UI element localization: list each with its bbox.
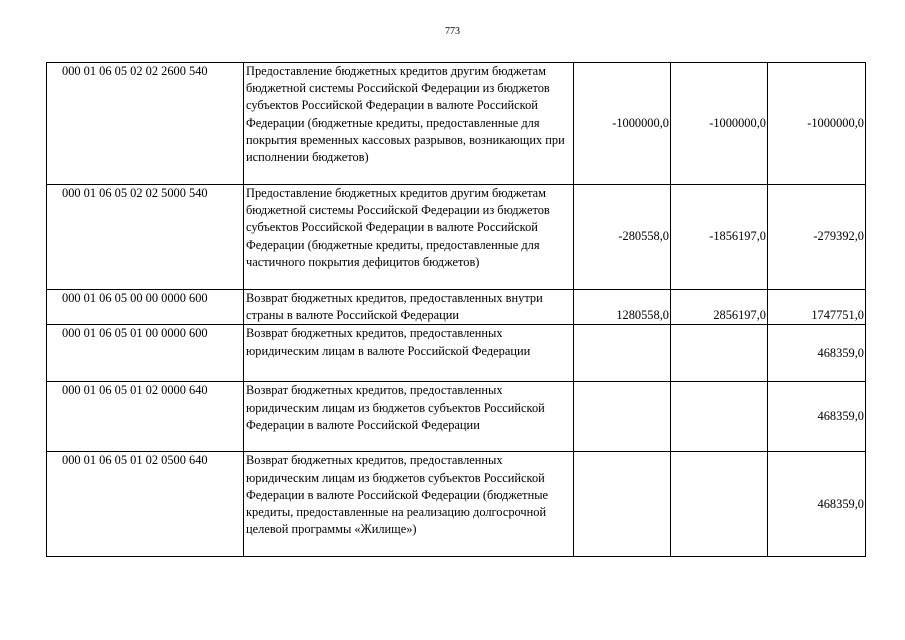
budget-description: Предоставление бюджетных кредитов другим бюджетам бюджетной системы Российской Федерации из бюджетов субъектов Российской Федерации в валюте Российской Федерации (бюджетные кредиты, предоставленные для покрытия временных кассовых разрывов, возникающих при исполнении бюджетов) (244, 63, 574, 185)
table-row (47, 290, 866, 325)
budget-table (46, 62, 866, 557)
table-row (47, 325, 866, 382)
table-row (47, 382, 866, 452)
amount-year-1 (574, 382, 671, 452)
budget-code: 000 01 06 05 01 02 0000 640 (47, 382, 244, 452)
amount-year-2 (671, 452, 768, 557)
budget-code: 000 01 06 05 02 02 2600 540 (47, 63, 244, 185)
table-row (47, 452, 866, 557)
budget-code: 000 01 06 05 02 02 5000 540 (47, 185, 244, 290)
budget-description: Возврат бюджетных кредитов, предоставленных юридическим лицам из бюджетов субъектов Российской Федерации в валюте Российской Федерации (244, 382, 574, 452)
budget-code: 000 01 06 05 01 02 0500 640 (47, 452, 244, 557)
amount-year-3: 468359,0 (768, 325, 866, 382)
page-number: 773 (445, 26, 460, 37)
amount-year-1: 1280558,0 (574, 290, 671, 325)
amount-year-2: -1856197,0 (671, 185, 768, 290)
amount-year-3: 468359,0 (768, 452, 866, 557)
budget-description: Возврат бюджетных кредитов, предоставленных юридическим лицам в валюте Российской Федерации (244, 325, 574, 382)
amount-year-2: -1000000,0 (671, 63, 768, 185)
amount-year-2 (671, 382, 768, 452)
amount-year-2: 2856197,0 (671, 290, 768, 325)
budget-code: 000 01 06 05 01 00 0000 600 (47, 325, 244, 382)
amount-year-3: -1000000,0 (768, 63, 866, 185)
budget-description: Возврат бюджетных кредитов, предоставленных юридическим лицам из бюджетов субъектов Российской Федерации в валюте Российской Федерации (бюджетные кредиты, предоставленные на реализацию долгосрочной целевой программы «Жилище») (244, 452, 574, 557)
amount-year-1 (574, 452, 671, 557)
amount-year-2 (671, 325, 768, 382)
amount-year-3: -279392,0 (768, 185, 866, 290)
amount-year-1 (574, 325, 671, 382)
budget-description: Предоставление бюджетных кредитов другим бюджетам бюджетной системы Российской Федерации из бюджетов субъектов Российской Федерации в валюте Российской Федерации (бюджетные кредиты, предоставленные для частичного покрытия дефицитов бюджетов) (244, 185, 574, 290)
budget-description: Возврат бюджетных кредитов, предоставленных внутри страны в валюте Российской Федерации (244, 290, 574, 325)
amount-year-3: 1747751,0 (768, 290, 866, 325)
table-row (47, 63, 866, 185)
budget-code: 000 01 06 05 00 00 0000 600 (47, 290, 244, 325)
amount-year-1: -280558,0 (574, 185, 671, 290)
table-row (47, 185, 866, 290)
amount-year-1: -1000000,0 (574, 63, 671, 185)
amount-year-3: 468359,0 (768, 382, 866, 452)
